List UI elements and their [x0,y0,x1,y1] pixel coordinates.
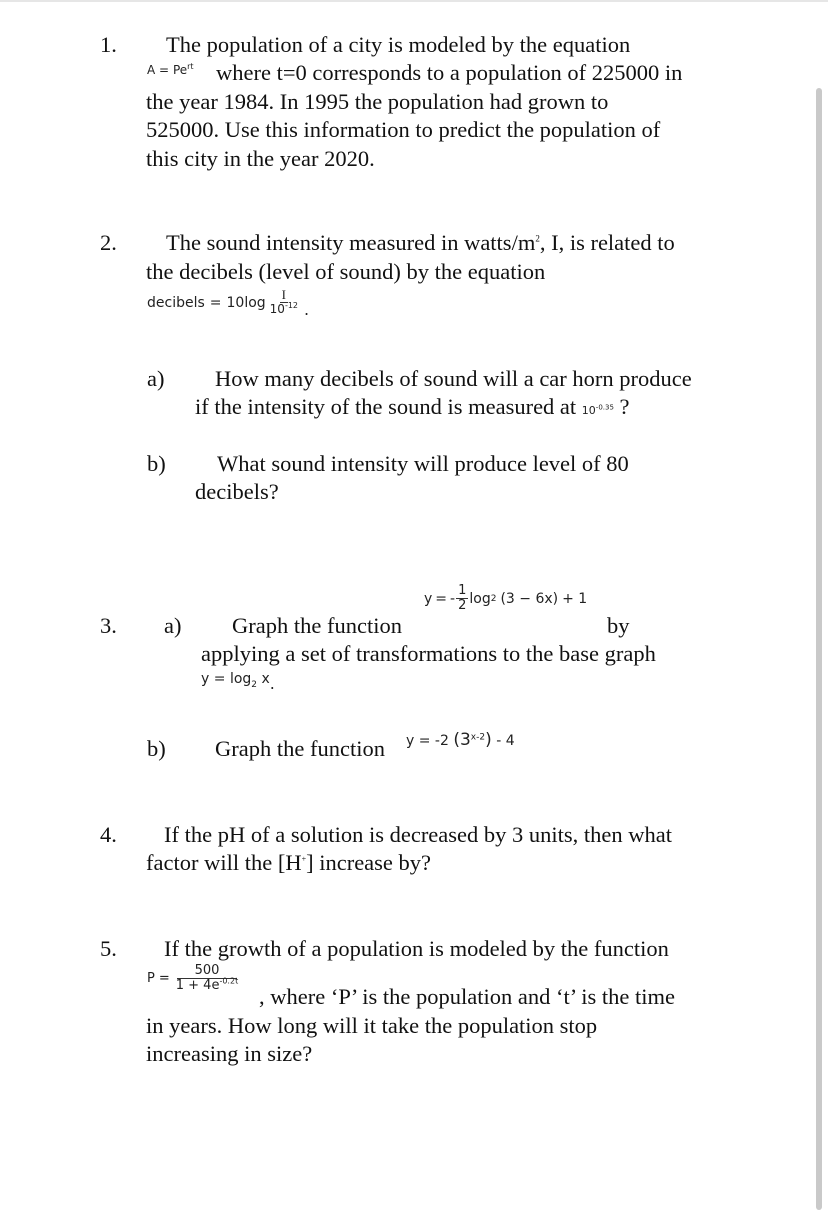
exponential-function-equation [406,730,515,750]
problem-number: 5. [100,936,117,961]
problem-text-line: decibels? [195,479,279,504]
problem-text-line: in years. How long will it take the population stop [146,1013,598,1038]
fraction-denominator [174,976,240,994]
problem-text-line [195,393,630,426]
superscript: 2 [535,233,540,244]
fraction-numerator: 1 [458,583,467,598]
text-part: ? [619,394,630,419]
problem-text-line [146,849,431,878]
fraction-numerator: I [281,287,287,303]
problem-text-line: this city in the year 2020. [146,146,375,171]
problem-text-line [166,229,675,258]
eq-equals: = [213,671,226,687]
population-equation [147,63,194,77]
value-exponent: -0.35 [595,403,614,412]
problem-text-line: by [607,613,630,638]
subpart-label: b) [147,451,166,476]
eq-period: . [269,674,275,693]
problem-text-line: applying a set of transformations to the base graph [201,641,656,666]
problem-text-line: If the pH of a solution is decreased by 3 units, then what [164,822,673,847]
eq-equals: = [209,294,222,311]
log-function-equation [424,584,587,614]
eq-fraction [268,288,300,316]
eq-var: x [261,671,270,687]
subpart-label: a) [164,613,182,638]
fraction-denominator [268,300,300,317]
top-divider [0,0,828,2]
problem-text-line: What sound intensity will produce level of 80 [217,451,629,476]
decibel-equation [147,286,309,319]
problem-text-line: How many decibels of sound will a car horn produce [215,366,692,391]
eq-period: . [304,300,310,319]
problem-number: 4. [100,822,117,847]
eq-fraction [456,584,468,614]
eq-open: (3 [453,730,471,750]
value-base: 10 [581,404,596,417]
problem-text-line: 525000. Use this information to predict the population of [146,117,661,142]
eq-var: A [147,63,156,77]
eq-sign: - [450,590,456,607]
eq-exponent: rt [187,62,194,71]
text-part: ] increase by? [306,850,432,875]
text-part: The sound intensity measured in watts/m [166,230,536,255]
eq-var: P [147,971,155,987]
vertical-scrollbar[interactable] [816,88,822,1210]
eq-label: decibels [147,294,205,311]
den-exponent: -0.2t [219,976,239,986]
eq-exponent: x-2 [470,732,486,743]
problem-text-line: the decibels (level of sound) by the equation [146,259,546,284]
fraction-numerator: 500 [177,964,238,979]
text-part: factor will the [H [146,850,302,875]
problem-text-line: Graph the function [232,613,402,638]
problem-number: 2. [100,230,117,255]
eq-var: y [201,671,210,687]
eq-fraction [174,964,240,994]
den-exponent: -12 [284,300,299,310]
log-base: 2 [251,679,258,690]
problem-number: 1. [100,32,117,57]
den-base: 10 [269,301,285,316]
subpart-label: a) [147,366,165,391]
problem-text-line: Graph the function [215,736,385,761]
superscript: + [301,854,307,864]
problem-text-line: the year 1984. In 1995 the population had grown to [146,89,609,114]
den-base: 1 + 4e [175,977,220,993]
eq-close: ) [485,730,492,750]
eq-log: log [469,590,491,607]
logistic-equation [147,964,240,994]
eq-term: Pe [172,63,188,77]
eq-var: y [424,590,433,607]
problem-text-line: increasing in size? [146,1041,313,1066]
problem-text-line: , where ‘P’ is the population and ‘t’ is the time [259,984,675,1009]
eq-equals: = [158,971,170,987]
eq-constant: - 4 [496,733,515,749]
eq-coefficient: 10log [226,294,266,311]
eq-equals: = [435,590,448,607]
intensity-value [582,404,614,417]
text-part: , I, is related to [539,230,675,255]
problem-number: 3. [100,613,117,638]
problem-text-line: If the growth of a population is modeled by the function [164,936,669,961]
fraction-denominator: 2 [458,597,467,613]
text-part: if the intensity of the sound is measured at [195,394,577,419]
eq-equals: = [159,63,170,77]
eq-left: y = -2 [406,733,449,749]
eq-constant: + 1 [562,590,588,607]
base-graph-equation [201,668,275,693]
eq-log: log [229,671,252,687]
problem-text-line: where t=0 corresponds to a population of 225000 in [216,60,683,85]
eq-argument: (3 − 6x) [500,590,559,607]
log-base: 2 [490,593,497,604]
subpart-label: b) [147,736,166,761]
problem-text-line: The population of a city is modeled by the equation [166,32,631,57]
